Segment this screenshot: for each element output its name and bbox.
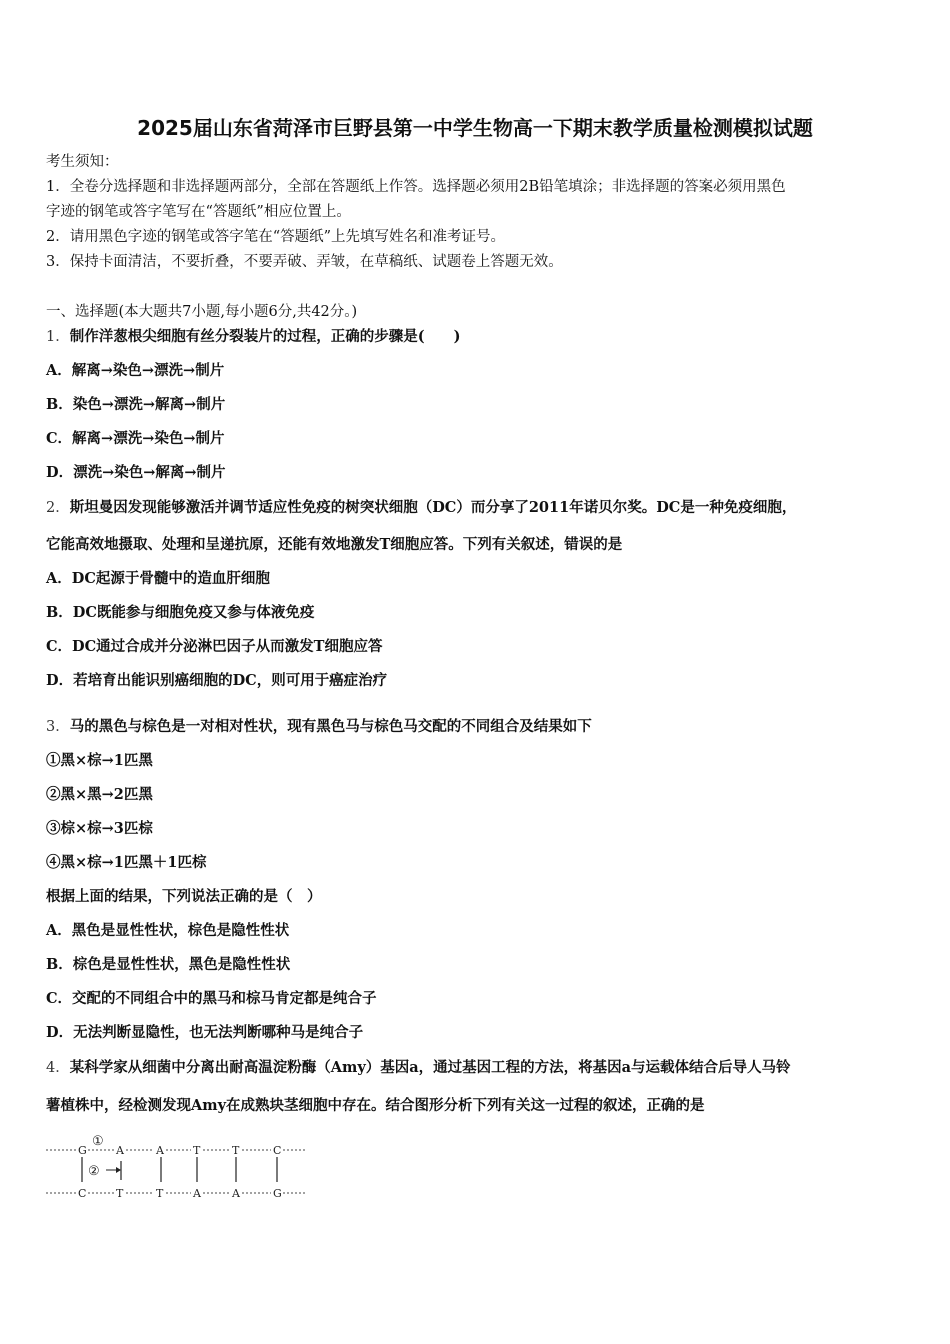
- question-3-option-d: D．无法判断显隐性，也无法判断哪种马是纯合子: [46, 1024, 364, 1041]
- question-2-option-a: A．DC起源于骨髓中的造血肝细胞: [46, 570, 270, 587]
- bottom-base: T: [116, 1187, 124, 1200]
- dna-strand-diagram: [44, 1130, 314, 1210]
- question-3-result-3: ③棕×棕→3匹棕: [46, 820, 153, 837]
- notice-item-1-line-2: 字迹的钢笔或答字笔写在“答题纸”相应位置上。: [46, 204, 351, 220]
- question-1-number: 1．: [46, 329, 70, 345]
- notice-heading: 考生须知：: [46, 154, 119, 170]
- question-4-text: 某科学家从细菌中分离出耐高温淀粉酶（Amy）基因a，通过基因工程的方法，将基因a与运载体结合后导人马铃: [69, 1059, 791, 1076]
- top-base: T: [232, 1144, 240, 1157]
- question-3-result-4: ④黑×棕→1匹黑＋1匹棕: [46, 854, 207, 871]
- bottom-base: A: [232, 1187, 240, 1200]
- question-1-option-c: C．解离→漂洗→染色→制片: [46, 430, 225, 447]
- marker-1: ①: [92, 1134, 104, 1149]
- question-1-stem: [46, 327, 460, 347]
- question-2-stem-line-2: 它能高效地摄取、处理和呈递抗原，还能有效地激发T细胞应答。下列有关叙述，错误的是: [46, 536, 623, 553]
- question-1-text: 制作洋葱根尖细胞有丝分裂装片的过程，正确的步骤是( ): [69, 328, 461, 345]
- question-3-stem: [46, 717, 592, 737]
- top-base: T: [193, 1144, 201, 1157]
- question-2-option-d: D．若培育出能识别癌细胞的DC，则可用于癌症治疗: [46, 672, 388, 689]
- arrow-head-icon: [116, 1167, 121, 1173]
- top-base: A: [116, 1144, 124, 1157]
- question-1-option-b: B．染色→漂洗→解离→制片: [46, 396, 226, 413]
- question-3-result-1: ①黑×棕→1匹黑: [46, 752, 153, 769]
- notice-item-2: 2．请用黑色字迹的钢笔或答字笔在“答题纸”上先填写姓名和准考证号。: [46, 229, 506, 245]
- question-4-stem-line-1: [46, 1058, 791, 1078]
- marker-2: ②: [88, 1164, 100, 1179]
- top-base: A: [156, 1144, 164, 1157]
- bottom-base: A: [193, 1187, 201, 1200]
- top-base: C: [273, 1144, 282, 1157]
- question-2-number: 2．: [46, 500, 70, 516]
- page-title: 2025届山东省菏泽市巨野县第一中学生物高一下期末教学质量检测模拟试题: [137, 116, 813, 140]
- question-2-option-c: C．DC通过合成并分泌淋巴因子从而激发T细胞应答: [46, 638, 383, 655]
- bottom-base: T: [156, 1187, 164, 1200]
- section-heading: 一、选择题(本大题共7小题,每小题6分,共42分。): [46, 304, 358, 320]
- question-3-option-c: C．交配的不同组合中的黑马和棕马肯定都是纯合子: [46, 990, 377, 1007]
- question-3-text: 马的黑色与棕色是一对相对性状，现有黑色马与棕色马交配的不同组合及结果如下: [69, 718, 592, 735]
- question-2-option-b: B．DC既能参与细胞免疫又参与体液免疫: [46, 604, 315, 621]
- question-3-question: 根据上面的结果，下列说法正确的是（ ）: [46, 888, 322, 905]
- top-base: G: [78, 1144, 87, 1157]
- question-4-stem-line-2: 薯植株中，经检测发现Amy在成熟块茎细胞中存在。结合图形分析下列有关这一过程的叙述，正确的是: [46, 1097, 705, 1114]
- notice-item-3: 3．保持卡面清洁，不要折叠，不要弄破、弄皱，在草稿纸、试题卷上答题无效。: [46, 254, 563, 270]
- question-1-option-d: D．漂洗→染色→解离→制片: [46, 464, 226, 481]
- question-3-number: 3．: [46, 719, 70, 735]
- question-4-number: 4．: [46, 1060, 70, 1076]
- question-2-stem-line-1: [46, 498, 796, 518]
- question-2-text: 斯坦曼因发现能够激活并调节适应性免疫的树突状细胞（DC）而分享了2011年诺贝尔奖。DC是一种免疫细胞，: [69, 499, 797, 516]
- notice-item-1-line-1: 1．全卷分选择题和非选择题两部分，全部在答题纸上作答。选择题必须用2B铅笔填涂；非选择题的答案必须用黑色: [46, 179, 786, 195]
- bottom-base: C: [78, 1187, 87, 1200]
- question-3-result-2: ②黑×黑→2匹黑: [46, 786, 153, 803]
- question-3-option-b: B．棕色是显性性状，黑色是隐性性状: [46, 956, 291, 973]
- question-3-option-a: A．黑色是显性性状，棕色是隐性性状: [46, 922, 290, 939]
- bottom-base: G: [273, 1187, 282, 1200]
- question-1-option-a: A．解离→染色→漂洗→制片: [46, 362, 225, 379]
